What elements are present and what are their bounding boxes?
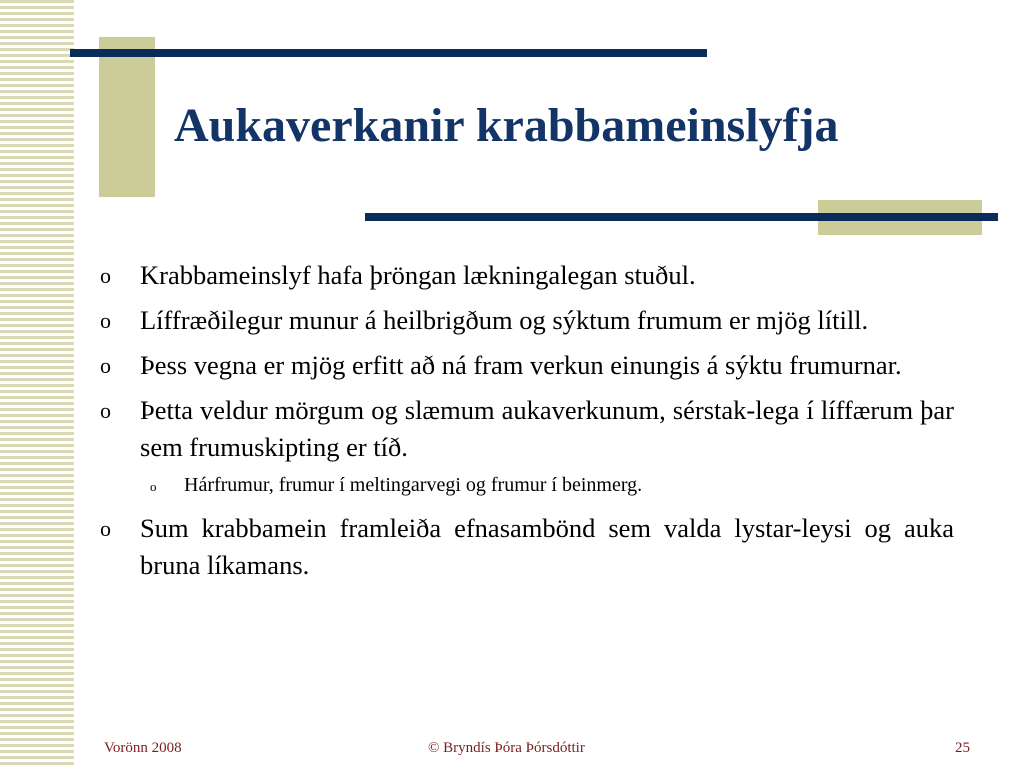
bullet-text: Krabbameinslyf hafa þröngan lækningalegan stuðul.	[140, 260, 696, 290]
sub-bullet-marker: o	[150, 479, 157, 494]
sub-bullet-text: Hárfrumur, frumur í meltingarvegi og frumur í beinmerg.	[184, 474, 643, 496]
olive-accent-block-top	[99, 37, 155, 197]
bullet-text: Sum krabbamein framleiða efnasambönd sem valda lystar-leysi og auka bruna líkamans.	[140, 513, 954, 580]
bullet-marker: o	[100, 308, 111, 333]
bullet-text: Þess vegna er mjög erfitt að ná fram verkun einungis á sýktu frumurnar.	[140, 350, 902, 380]
bullet-text: Þetta veldur mörgum og slæmum aukaverkunum, sérstak-lega í líffærum þar sem frumuskipting er tíð.	[140, 395, 954, 462]
striped-border-decoration	[0, 0, 74, 768]
bullet-item	[100, 302, 954, 339]
bullet-marker: o	[100, 353, 111, 378]
bullet-item	[100, 347, 954, 384]
slide-title: Aukaverkanir krabbameinslyfja	[174, 99, 839, 152]
bullet-item	[100, 510, 954, 584]
navy-accent-line-top	[70, 49, 707, 57]
bullet-marker: o	[100, 398, 111, 423]
footer-page-number: 25	[955, 740, 970, 756]
sub-bullet-item	[150, 472, 954, 502]
bullet-list	[100, 257, 954, 592]
bullet-text: Líffræðilegur munur á heilbrigðum og sýktum frumum er mjög lítill.	[140, 305, 869, 335]
bullet-item	[100, 257, 954, 294]
bullet-item	[100, 392, 954, 466]
footer-semester: Vorönn 2008	[104, 740, 182, 756]
navy-accent-line-bottom	[365, 213, 998, 221]
footer-author: © Bryndís Þóra Þórsdóttir	[428, 740, 585, 756]
bullet-marker: o	[100, 263, 111, 288]
bullet-marker: o	[100, 516, 111, 541]
